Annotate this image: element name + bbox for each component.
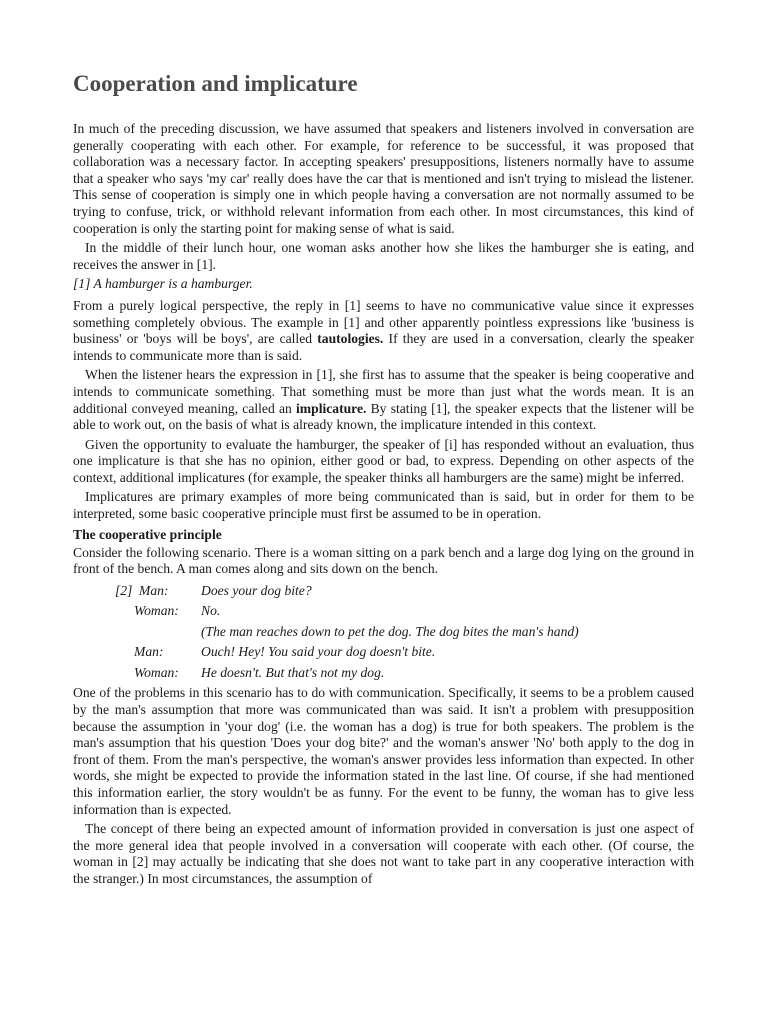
dialogue-speaker: Woman:	[134, 603, 179, 619]
paragraph-communication-problem: One of the problems in this scenario has to do with communication. Specifically, it seems to be a problem caused by the man's assumption that more was communicated than was said. It isn't a problem with presupposition because the assumption in 'your dog' (i.e. the woman has a dog) is true for both speakers. The problem is the man's assumption that his question 'Does your dog bite?' and the woman's answer 'No' both apply to the dog in front of them. From the man's perspective, the woman's answer provides less information than expected. In other words, she might be expected to provide the information stated in the last line. Of course, if she had mentioned this information earlier, the story wouldn't be as funny. For the event to be funny, the woman has to give less information than is expected.	[73, 685, 694, 817]
dialogue-text: No.	[201, 603, 221, 619]
dialogue-speaker: Man:	[139, 582, 169, 598]
dialogue-speaker: Man:	[134, 644, 164, 660]
paragraph-lunch-scenario: In the middle of their lunch hour, one woman asks another how she likes the hamburger she is eating, and receives the answer in [1].	[73, 240, 694, 272]
dialogue-stage-direction: (The man reaches down to pet the dog. The dog bites the man's hand)	[201, 623, 579, 639]
paragraph-expected-information: The concept of there being an expected amount of information provided in conversation is just one aspect of the more general idea that people involved in a conversation will cooperate with each other. (Of course, the woman in [2] may actually be indicating that she does not want to take part in any cooperative interaction with the stranger.) In most circumstances, the assumption of	[73, 821, 694, 886]
dialogue-text: He doesn't. But that's not my dog.	[201, 664, 385, 680]
paragraph-tautologies	[73, 298, 694, 364]
dialogue-line	[73, 642, 694, 663]
paragraph-scenario: Consider the following scenario. There is a woman sitting on a park bench and a large dog lying on the ground in front of the bench. A man comes along and sits down on the bench.	[73, 544, 694, 577]
example-1: [1] A hamburger is a hamburger.	[73, 276, 253, 292]
term-implicature: implicature.	[296, 400, 367, 416]
example-number: [2]	[115, 582, 133, 598]
document-body	[73, 121, 694, 890]
paragraph-intro: In much of the preceding discussion, we have assumed that speakers and listeners involved in conversation are generally cooperating with each other. For example, for reference to be successful, it was proposed that collaboration was a necessary factor. In accepting speakers' presuppositions, listeners normally have to assume that a speaker who says 'my car' really does have the car that is mentioned and isn't trying to mislead the listener. This sense of cooperation is simply one in which people having a conversation are not normally assumed to be trying to confuse, trick, or withhold relevant information from each other. In most circumstances, this kind of cooperation is only the starting point for making sense of what is said.	[73, 121, 694, 236]
dialogue-line	[73, 581, 694, 602]
dialogue-line	[73, 601, 694, 622]
dialogue-text: Ouch! Hey! You said your dog doesn't bite.	[201, 644, 436, 660]
term-tautologies: tautologies.	[317, 331, 384, 347]
paragraph-text: If they are used in a conversation, clearly the speaker intends to communicate more than is said.	[73, 331, 694, 363]
dialogue-text: Does your dog bite?	[201, 582, 312, 598]
paragraph-text: From a purely logical perspective, the reply in [1] seems to have no communicative value since it expresses something completely obvious. The example in [1] and other apparently pointless expressions like 'business is business' or 'boys will be boys', are called	[73, 297, 694, 347]
dialogue-example-2	[73, 581, 694, 684]
paragraph-text: By stating [1], the speaker expects that the listener will be able to work out, on the basis of what is already known, the implicature intended in this context.	[73, 400, 694, 433]
dialogue-line	[73, 622, 694, 643]
dialogue-line	[73, 663, 694, 684]
paragraph-primary-examples: Implicatures are primary examples of more being communicated than is said, but in order for them to be interpreted, some basic cooperative principle must first be assumed to be in operation.	[73, 489, 694, 522]
paragraph-implicature	[73, 367, 694, 433]
section-heading: The cooperative principle	[73, 526, 222, 542]
paragraph-text: When the listener hears the expression in [1], she first has to assume that the speaker is being cooperative and intends to communicate something. That something must be more than just what the words mean. It is an additional conveyed meaning, called an	[73, 367, 694, 416]
page-title: Cooperation and implicature	[73, 71, 358, 96]
dialogue-speaker: Woman:	[134, 664, 179, 680]
paragraph-evaluation: Given the opportunity to evaluate the hamburger, the speaker of [i] has responded without an evaluation, thus one implicature is that she has no opinion, either good or bad, to express. Depending on other aspects of the context, additional implicatures (for example, the speaker thinks all hamburgers are the same) might be inferred.	[73, 436, 694, 485]
